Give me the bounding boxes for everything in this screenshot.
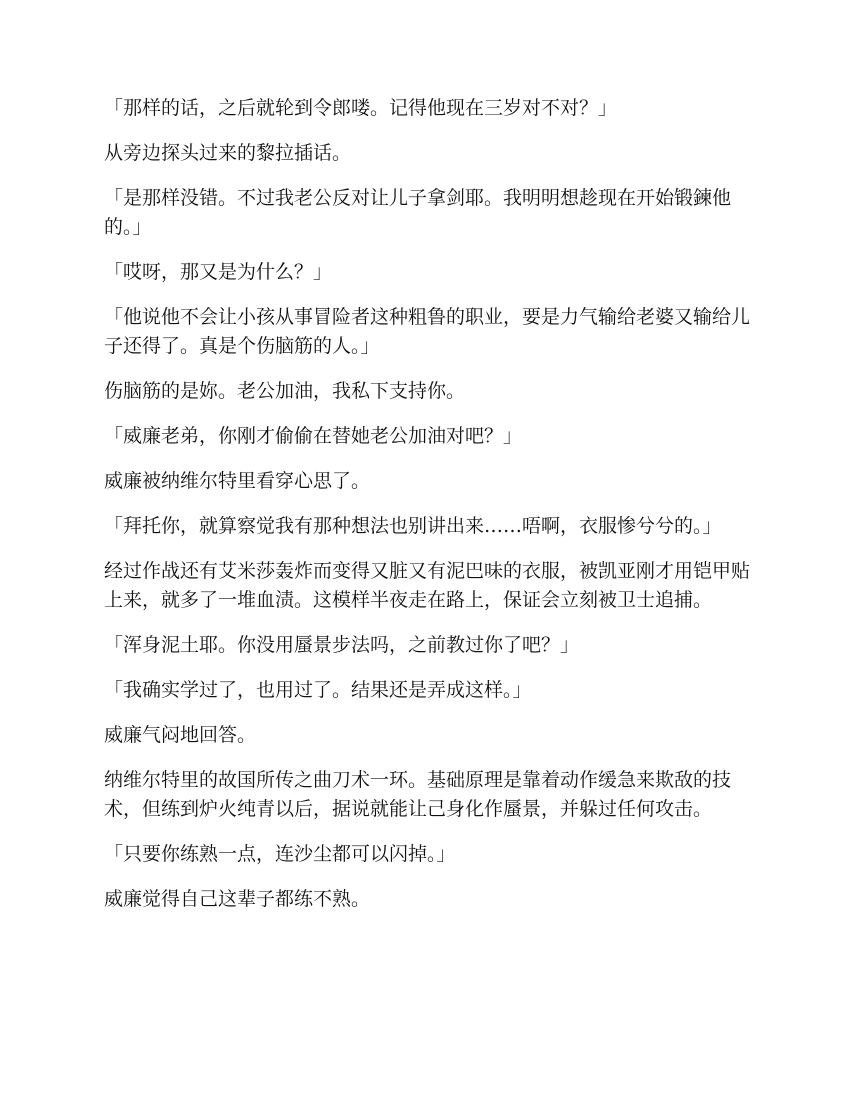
paragraph-6: 伤脑筋的是妳。老公加油，我私下支持你。 [104, 380, 466, 402]
paragraph-5: 「他说他不会让小孩从事冒险者这种粗鲁的职业，要是力气输给老婆又输给儿子还得了。真是个伤脑筋的人。」 [104, 306, 751, 357]
paragraph-3: 「是那样没错。不过我老公反对让儿子拿剑耶。我明明想趁现在开始锻鍊他的。」 [104, 187, 732, 238]
paragraph-13: 威廉气闷地回答。 [104, 724, 257, 746]
paragraph-12: 「我确实学过了，也用过了。结果还是弄成这样。」 [104, 679, 532, 701]
paragraph-11: 「浑身泥土耶。你没用蜃景步法吗，之前教过你了吧？」 [104, 634, 580, 656]
paragraph-2: 从旁边探头过来的黎拉插话。 [104, 142, 352, 164]
paragraph-16: 威廉觉得自己这辈子都练不熟。 [104, 888, 371, 910]
paragraph-9: 「拜托你，就算察觉我有那种想法也别讲出来……唔啊，衣服惨兮兮的。」 [104, 515, 722, 537]
paragraph-8: 威廉被纳维尔特里看穿心思了。 [104, 470, 371, 492]
paragraph-10: 经过作战还有艾米莎轰炸而变得又脏又有泥巴味的衣服，被凯亚刚才用铠甲贴上来，就多了一堆血渍。这模样半夜走在路上，保证会立刻被卫士追捕。 [104, 560, 751, 611]
paragraph-7: 「威廉老弟，你刚才偷偷在替她老公加油对吧？」 [104, 425, 523, 447]
paragraph-4: 「哎呀，那又是为什么？」 [104, 261, 333, 283]
paragraph-1: 「那样的话，之后就轮到令郎喽。记得他现在三岁对不对？」 [104, 97, 618, 119]
paragraph-15: 「只要你练熟一点，连沙尘都可以闪掉。」 [104, 843, 456, 865]
paragraph-14: 纳维尔特里的故国所传之曲刀术一环。基础原理是靠着动作缓急来欺敌的技术，但练到炉火纯青以后，据说就能让己身化作蜃景，并躲过任何攻击。 [104, 769, 732, 820]
